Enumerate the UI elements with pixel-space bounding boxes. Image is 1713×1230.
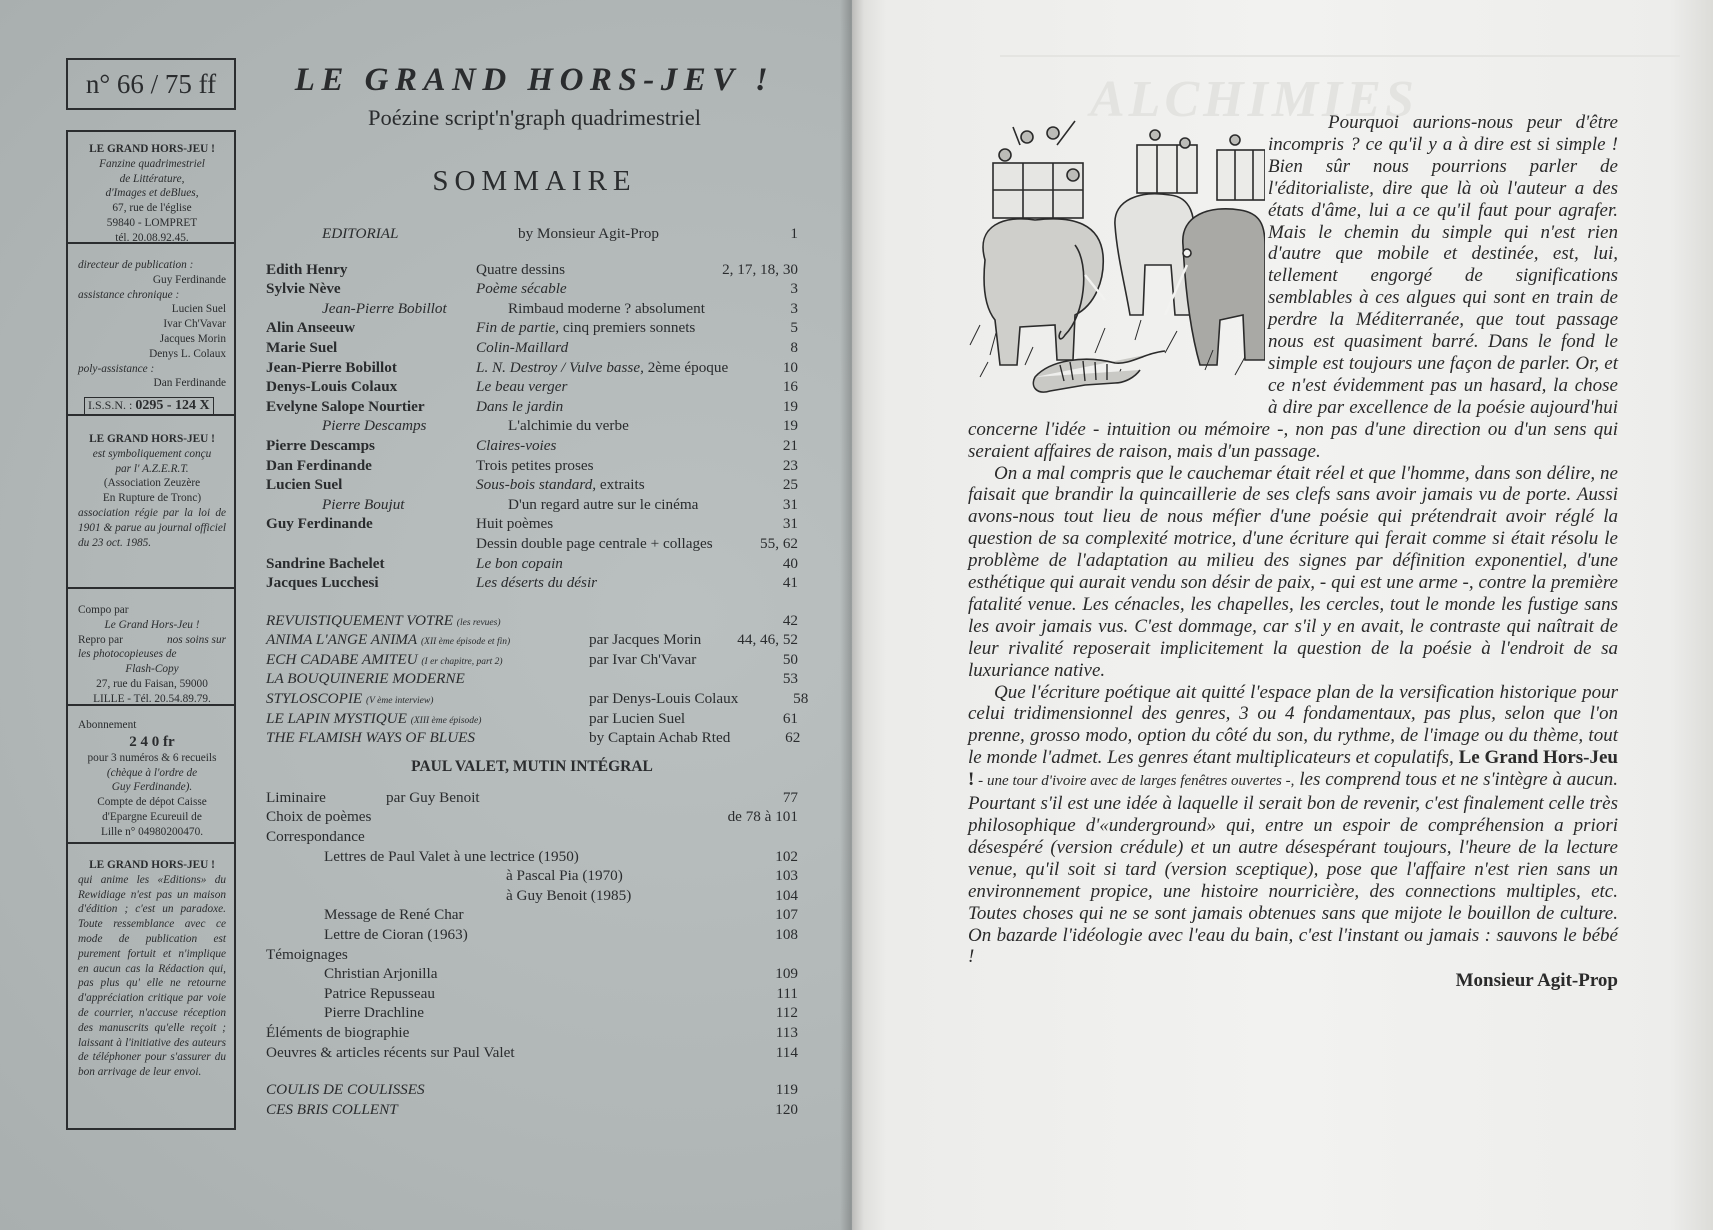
toc-entry[interactable]	[266, 299, 798, 319]
editorial-paragraph: Pourquoi aurions-nous peur d'être incompris ? ce qu'il y a à dire est si simple ! Bien sûr nous pourrions parler de l'éditorialiste, dire que là où l'auteur a des états d'âme, lui a ce qu'il faut pour agrafer. Mais le chemin du simple qui n'est rien d'autre que mobile et destinée, est, lui, tellement engorgé de significations semblables à ces algues qui sont en train de perdre la Méditerranée, que tout passage nous est quasiment barré. Dans le fond le simple est toujours une façon de parler. Or, et ce n'est évidemment pas un hasard, la chose à dire par excellence de la poésie aujourd'hui concerne l'idée - intuition ou mémoire -, non pas d'une direction ou d'un sens qui seraient affaires de raison, mais d'un passage.	[968, 112, 1618, 462]
paul-valet-section	[266, 788, 798, 1062]
disclaimer-text: qui anime les «Editions» du Rewidiage n'est pas un maison d'édition ; c'est un paradoxe. Toute ressemblance avec ce mode de publication est purement fortuit et n'implique en aucun cas la Rédaction qui, pas plus qu' elle ne retourne d'appréciation critique par voie de courrier, n'accuse réception des manuscrits qu'elle reçoit ; laissant à l'initiative des auteurs de téléphoner pour s'assurer du bon arrivage de leur envoi.	[78, 873, 226, 1079]
toc-rubrique[interactable]	[266, 630, 798, 650]
toc-item[interactable]	[266, 886, 798, 906]
toc-page: 109	[775, 965, 798, 983]
toc-page: 41	[782, 574, 798, 592]
book-gutter	[840, 0, 864, 1230]
toc-author: Denys-Louis Colaux	[266, 378, 398, 396]
rubrique-title: STYLOSCOPIE	[266, 690, 363, 708]
letter-title: Lettre de Cioran (1963)	[324, 926, 468, 943]
rubrique-page: 61	[782, 709, 798, 727]
rubrique-by	[589, 669, 728, 689]
witness-name: Patrice Repusseau	[324, 984, 435, 1002]
toc-entry[interactable]	[266, 318, 798, 338]
toc-title: Le beau verger	[476, 378, 568, 396]
toc-page: 1	[790, 225, 798, 242]
subscription-line: Compte de dépot Caisse	[97, 796, 207, 809]
rubrique-title: LE LAPIN MYSTIQUE	[266, 709, 407, 727]
toc-title-extra: extraits	[596, 476, 645, 494]
editorial-paragraph: On a mal compris que le cauchemar était réel et que l'homme, dans son délire, ne faisait que brandir la quincaillerie de ses clefs sans avoir jamais vu de porte. Aussi avons-nous tout lieu de nous méfier d'une poésie qui prétendrait avoir réglé la question de sa complexité motrice, d'une écriture qui ferait comme si était résolu le problème de l'adaptation au milieu des signes par définition exponentiel, d'une esthétique qui aurait vendu son désir de paix, - qui est une arme -, contre la première fatalité venue. Les cénacles, les chapelles, les cercles, tout le monde les fustige sans les avoir jamais vus. C'est dommage, car s'il y en avait, le contraste qui naîtrait de leur rivalité reposerait implicitement la question de la poésie à l'endroit de sa luxuriance native.	[968, 462, 1618, 681]
toc-entry[interactable]	[266, 514, 798, 534]
paragraph-text: Que l'écriture poétique ait quitté l'espace plan de la versification historique pour celui tridimensionnel des genres, 3 ou 4 fondamentaux, pas plus, selon que l'on prenne, grosso modo, option du côté du son, du rythme, de l'image ou du thème, tout le monde l'admet. Les genres étant multiplicateurs et copulatifs,	[968, 681, 1618, 769]
witness-name: Pierre Drachline	[324, 1004, 424, 1022]
assistant-name: Denys L. Colaux	[149, 347, 226, 360]
rubrique-note: (I er chapitre, part 2)	[421, 656, 503, 667]
toc-item[interactable]	[266, 984, 798, 1004]
rubrique-title: LA BOUQUINERIE MODERNE	[266, 670, 465, 688]
subscription-price: 2 4 0 fr	[129, 733, 175, 750]
issn-label: I.S.S.N. :	[88, 398, 133, 413]
toc-entry[interactable]	[266, 397, 798, 417]
toc-title-extra: 2ème époque	[643, 358, 729, 376]
association-title: LE GRAND HORS-JEU !	[89, 433, 215, 445]
toc-title: Claires-voies	[476, 436, 557, 454]
toc-rubriques	[266, 611, 809, 748]
magazine-name-inline: Le Grand Hors-Jeu !	[968, 747, 1618, 791]
paragraph-text: les comprend tous et ne s'intègre à aucun. Pourtant s'il est une idée à laquelle il serait bon de revenir, c'est finalement celle très philosophique d'«underground» qui, entre un espoir de compréhension a priori désespéré (version crédule) et un autre désespérant toujours, l'heure de la lecture venue, qu'il soit si tard (version sceptique), pose que l'affaire n'est rien sans un environnement propice, une histoire nourricière, des connections multiples, etc. Toutes choses qui ne se sont jamais obtenues sans que mijote le bouillon de culture. On bazarde l'idéologie avec l'eau du bain, c'est l'instant ou jamais : sauvons le bébé !	[968, 769, 1618, 968]
table-of-contents	[266, 224, 809, 1119]
temoignages-label: Témoignages	[266, 945, 348, 963]
toc-page: de 78 à 101	[727, 808, 798, 826]
issue-number-box	[66, 58, 236, 110]
toc-page: 31	[782, 495, 798, 513]
sommaire-heading: SOMMAIRE	[432, 165, 637, 197]
rubrique-page: 44, 46, 52	[737, 631, 798, 649]
toc-item[interactable]	[266, 788, 798, 808]
toc-page: 102	[775, 847, 798, 865]
publisher-name: LE GRAND HORS-JEU !	[89, 143, 215, 155]
rubrique-title: ANIMA L'ANGE ANIMA	[266, 631, 418, 649]
publisher-phone: tél. 20.08.92.45.	[115, 231, 189, 244]
toc-by: by Monsieur Agit-Prop	[518, 225, 659, 242]
letter-title: Message de René Char	[324, 906, 464, 924]
issue-label: n° 66 / 75 ff	[85, 68, 217, 99]
compo-line: Flash-Copy	[125, 663, 179, 676]
toc-page: 19	[782, 417, 798, 435]
toc-item[interactable]	[266, 807, 798, 827]
magazine-title: LE GRAND HORS-JEV !	[294, 62, 775, 98]
publisher-line: Fanzine quadrimestriel	[99, 157, 205, 170]
publisher-section	[68, 132, 234, 244]
rubrique-by: by Captain Achab Rted	[589, 729, 731, 747]
toc-title: Quatre dessins	[476, 260, 565, 278]
rubrique-page: 42	[782, 611, 798, 629]
toc-page: 23	[782, 456, 798, 474]
toc-title: Sous-bois standard,	[476, 476, 597, 494]
toc-rubrique[interactable]	[266, 611, 798, 631]
toc-author: Alin Anseeuw	[266, 319, 356, 337]
toc-title: Fin de partie,	[476, 319, 560, 337]
magazine-subtitle: Poézine script'n'graph quadrimestriel	[367, 105, 701, 130]
toc-entry[interactable]	[266, 554, 798, 574]
rubrique-page: 58	[793, 690, 809, 708]
toc-author: Dan Ferdinande	[266, 456, 372, 474]
assistant-name: Lucien Suel	[171, 303, 226, 316]
toc-page: 103	[775, 867, 798, 885]
toc-entry[interactable]	[266, 279, 798, 299]
director-label: directeur de publication :	[78, 259, 194, 271]
toc-entry[interactable]	[266, 338, 798, 358]
paul-valet-heading: PAUL VALET, MUTIN INTÉGRAL	[411, 757, 653, 775]
toc-page: 10	[782, 358, 798, 376]
association-line: En Rupture de Tronc)	[102, 492, 202, 505]
toc-item[interactable]	[266, 925, 798, 945]
poly-assistance-label: poly-assistance :	[78, 362, 155, 375]
toc-title: Poème sécable	[476, 280, 567, 298]
subscription-label: Abonnement	[78, 719, 137, 731]
rubrique-by: par Lucien Suel	[589, 709, 686, 727]
toc-rubrique[interactable]	[266, 728, 801, 748]
toc-item[interactable]	[266, 866, 798, 886]
toc-entry[interactable]	[266, 260, 798, 280]
toc-title: Colin-Maillard	[476, 338, 569, 356]
toc-page: 2, 17, 18, 30	[722, 260, 798, 278]
toc-author: Jacques Lucchesi	[266, 574, 379, 592]
toc-entry[interactable]	[266, 456, 798, 476]
toc-page: 19	[782, 397, 798, 415]
association-legal: association régie par la loi de 1901 & parue au journal officiel du 23 oct. 1985.	[78, 506, 226, 549]
liminaire-by: par Guy Benoit	[386, 788, 480, 806]
toc-entry[interactable]	[266, 573, 798, 593]
toc-item[interactable]	[266, 905, 798, 925]
toc-item[interactable]	[266, 964, 798, 984]
masthead	[262, 62, 807, 131]
letter-title: à Pascal Pia (1970)	[506, 867, 623, 885]
toc-author: Marie Suel	[266, 338, 338, 356]
toc-page: 8	[790, 338, 798, 356]
toc-author	[266, 534, 476, 554]
toc-author: Sandrine Bachelet	[266, 554, 385, 572]
editorial-article	[968, 112, 1618, 992]
rubrique-note: (V ème interview)	[366, 696, 434, 707]
publisher-line: d'Images et deBlues,	[105, 187, 199, 200]
toc-rubrique[interactable]	[266, 650, 798, 670]
paragraph-aside: - une tour d'ivoire avec de larges fenêtres ouvertes -,	[974, 773, 1295, 790]
subscription-line: (chèque à l'ordre de	[106, 766, 198, 779]
toc-entry[interactable]	[266, 436, 798, 456]
toc-title: Huit poèmes	[476, 515, 554, 533]
toc-title: Dans le jardin	[476, 397, 564, 415]
colophon-sidebar	[66, 130, 236, 1130]
letter-title: Lettres de Paul Valet à une lectrice (1950)	[324, 847, 579, 865]
toc-rubrique[interactable]	[266, 669, 798, 689]
toc-title: D'un regard autre sur le cinéma	[508, 495, 699, 513]
subscription-line: Lille n° 04980200470.	[100, 825, 204, 838]
illustration-float-spacer	[968, 112, 1268, 406]
toc-page: 3	[790, 299, 798, 317]
toc-page: 16	[782, 378, 798, 396]
toc-author: Jean-Pierre Bobillot	[266, 358, 397, 376]
compo-line: 27, rue du Faisan, 59000	[96, 677, 208, 690]
rubrique-title: ECH CADABE AMITEU	[266, 650, 418, 668]
assistance-label: assistance chronique :	[78, 288, 180, 301]
toc-entry[interactable]	[266, 377, 798, 397]
toc-page: 108	[775, 926, 798, 943]
toc-item[interactable]	[266, 1023, 798, 1043]
publisher-city: 59840 - LOMPRET	[106, 216, 198, 229]
toc-page: 31	[782, 515, 798, 533]
toc-author: Edith Henry	[266, 260, 348, 278]
toc-page: 114	[775, 1043, 798, 1061]
toc-page: 21	[782, 436, 798, 454]
rubrique-by: par Ivar Ch'Vavar	[589, 650, 697, 668]
editorial-paragraph	[968, 682, 1618, 969]
witness-name: Christian Arjonilla	[324, 965, 438, 983]
publisher-line: de Littérature,	[119, 172, 185, 185]
toc-title: Les déserts du désir	[476, 574, 598, 592]
toc-page: 107	[775, 906, 798, 924]
poly-assistance-name: Dan Ferdinande	[153, 377, 226, 390]
toc-item[interactable]	[266, 1100, 798, 1120]
toc-author: Sylvie Nève	[266, 280, 341, 298]
toc-author: Pierre Boujut	[322, 495, 405, 513]
association-line: par l' A.Z.E.R.T.	[115, 462, 189, 475]
rubrique-note: (XIII ème épisode)	[410, 715, 482, 726]
toc-page: 120	[775, 1100, 798, 1118]
rubrique-by: par Denys-Louis Colaux	[589, 690, 739, 708]
toc-author: Evelyne Salope Nourtier	[266, 397, 425, 415]
director-name: Guy Ferdinande	[152, 273, 226, 286]
compo-line: Le Grand Hors-Jeu !	[104, 618, 200, 631]
liminaire-label: Liminaire	[266, 788, 326, 806]
disclaimer-title: LE GRAND HORS-JEU !	[89, 859, 215, 871]
toc-page: 55, 62	[760, 534, 798, 552]
toc-item[interactable]	[266, 1043, 798, 1063]
toc-page: 104	[775, 886, 798, 904]
closing-title: COULIS DE COULISSES	[266, 1081, 425, 1099]
rubrique-note: (les revues)	[456, 617, 501, 628]
rubrique-title: THE FLAMISH WAYS OF BLUES	[266, 729, 476, 747]
toc-rubrique[interactable]	[266, 689, 809, 709]
toc-item[interactable]	[266, 1080, 798, 1100]
toc-editorial[interactable]	[266, 224, 798, 244]
toc-entry[interactable]	[266, 534, 798, 554]
bio-label: Éléments de biographie	[266, 1023, 410, 1041]
toc-entries	[266, 260, 798, 593]
toc-page: 25	[782, 476, 798, 494]
choix-label: Choix de poèmes	[266, 808, 372, 826]
toc-author: Guy Ferdinande	[266, 515, 373, 533]
subscription-line: d'Epargne Ecureuil de	[102, 810, 202, 823]
assistant-name: Ivar Ch'Vavar	[163, 318, 226, 331]
toc-title: Dessin double page centrale + collages	[476, 534, 713, 552]
toc-item[interactable]	[266, 1003, 798, 1023]
compo-line: Compo par	[78, 604, 129, 616]
rubrique-by: par Jacques Morin	[589, 631, 702, 649]
toc-page: 40	[782, 554, 798, 572]
toc-title: L'alchimie du verbe	[508, 417, 629, 435]
association-line: est symboliquement conçu	[92, 447, 212, 460]
compo-repro-row	[78, 633, 226, 648]
subscription-section	[68, 706, 234, 844]
toc-entry[interactable]	[266, 495, 798, 515]
compo-line: les photocopieuses de	[78, 648, 177, 661]
correspondance-label: Correspondance	[266, 828, 365, 846]
compo-section	[68, 589, 234, 706]
assistant-name: Jacques Morin	[159, 332, 226, 345]
toc-entry[interactable]	[266, 416, 798, 436]
toc-item	[266, 827, 798, 847]
compo-line: LILLE - Tél. 20.54.89.79.	[93, 692, 211, 705]
issn-number: 0295 - 124 X	[135, 398, 210, 414]
subscription-line: pour 3 numéros & 6 recueils	[87, 751, 217, 764]
toc-item[interactable]	[266, 847, 798, 867]
toc-entry[interactable]	[266, 358, 798, 378]
rubrique-note: (XII ème épisode et fin)	[420, 637, 511, 648]
compo-line: nos soins sur	[166, 633, 226, 646]
toc-page: 3	[790, 280, 798, 298]
toc-author: Pierre Descamps	[266, 436, 375, 454]
toc-author: Jean-Pierre Bobillot	[322, 299, 447, 317]
staff-section	[68, 244, 234, 416]
disclaimer-section	[68, 844, 234, 1088]
letter-title: à Guy Benoit (1985)	[506, 886, 632, 904]
toc-title: Le bon copain	[476, 554, 563, 572]
rubrique-page: 50	[782, 650, 798, 668]
publisher-address: 67, rue de l'église	[112, 202, 192, 215]
rubrique-page: 53	[782, 670, 798, 688]
toc-title: Trois petites proses	[476, 456, 594, 474]
toc-item	[266, 945, 798, 965]
editorial-signature: Monsieur Agit-Prop	[1455, 970, 1618, 992]
toc-rubrique[interactable]	[266, 709, 798, 729]
toc-title-extra: cinq premiers sonnets	[559, 319, 696, 337]
toc-author: Lucien Suel	[266, 476, 343, 494]
toc-page: 77	[782, 788, 798, 806]
issn-box	[84, 397, 214, 415]
compo-line: Repro par	[78, 633, 123, 646]
rubrique-title: REVUISTIQUEMENT VOTRE	[266, 611, 453, 629]
toc-title: L. N. Destroy / Vulve basse,	[476, 358, 644, 376]
toc-page: 119	[775, 1081, 798, 1099]
toc-entry[interactable]	[266, 475, 798, 495]
association-section	[68, 416, 234, 589]
show-through-watermark: ALCHIMIES	[1090, 71, 1418, 128]
toc-title: Rimbaud moderne ? absolument	[508, 299, 705, 317]
toc-page: 111	[776, 984, 798, 1002]
toc-page: 5	[790, 319, 798, 337]
closing-title: CES BRIS COLLENT	[266, 1100, 398, 1118]
toc-title: EDITORIAL	[322, 225, 399, 242]
association-line: (Association Zeuzère	[103, 477, 201, 490]
oeuvres-label: Oeuvres & articles récents sur Paul Valet	[266, 1043, 515, 1061]
toc-closing	[266, 1080, 798, 1119]
subscription-line: Guy Ferdinande).	[111, 781, 193, 794]
toc-page: 112	[775, 1004, 798, 1022]
toc-page: 113	[775, 1023, 798, 1041]
rubrique-page: 62	[785, 729, 801, 747]
toc-author: Pierre Descamps	[322, 417, 427, 435]
